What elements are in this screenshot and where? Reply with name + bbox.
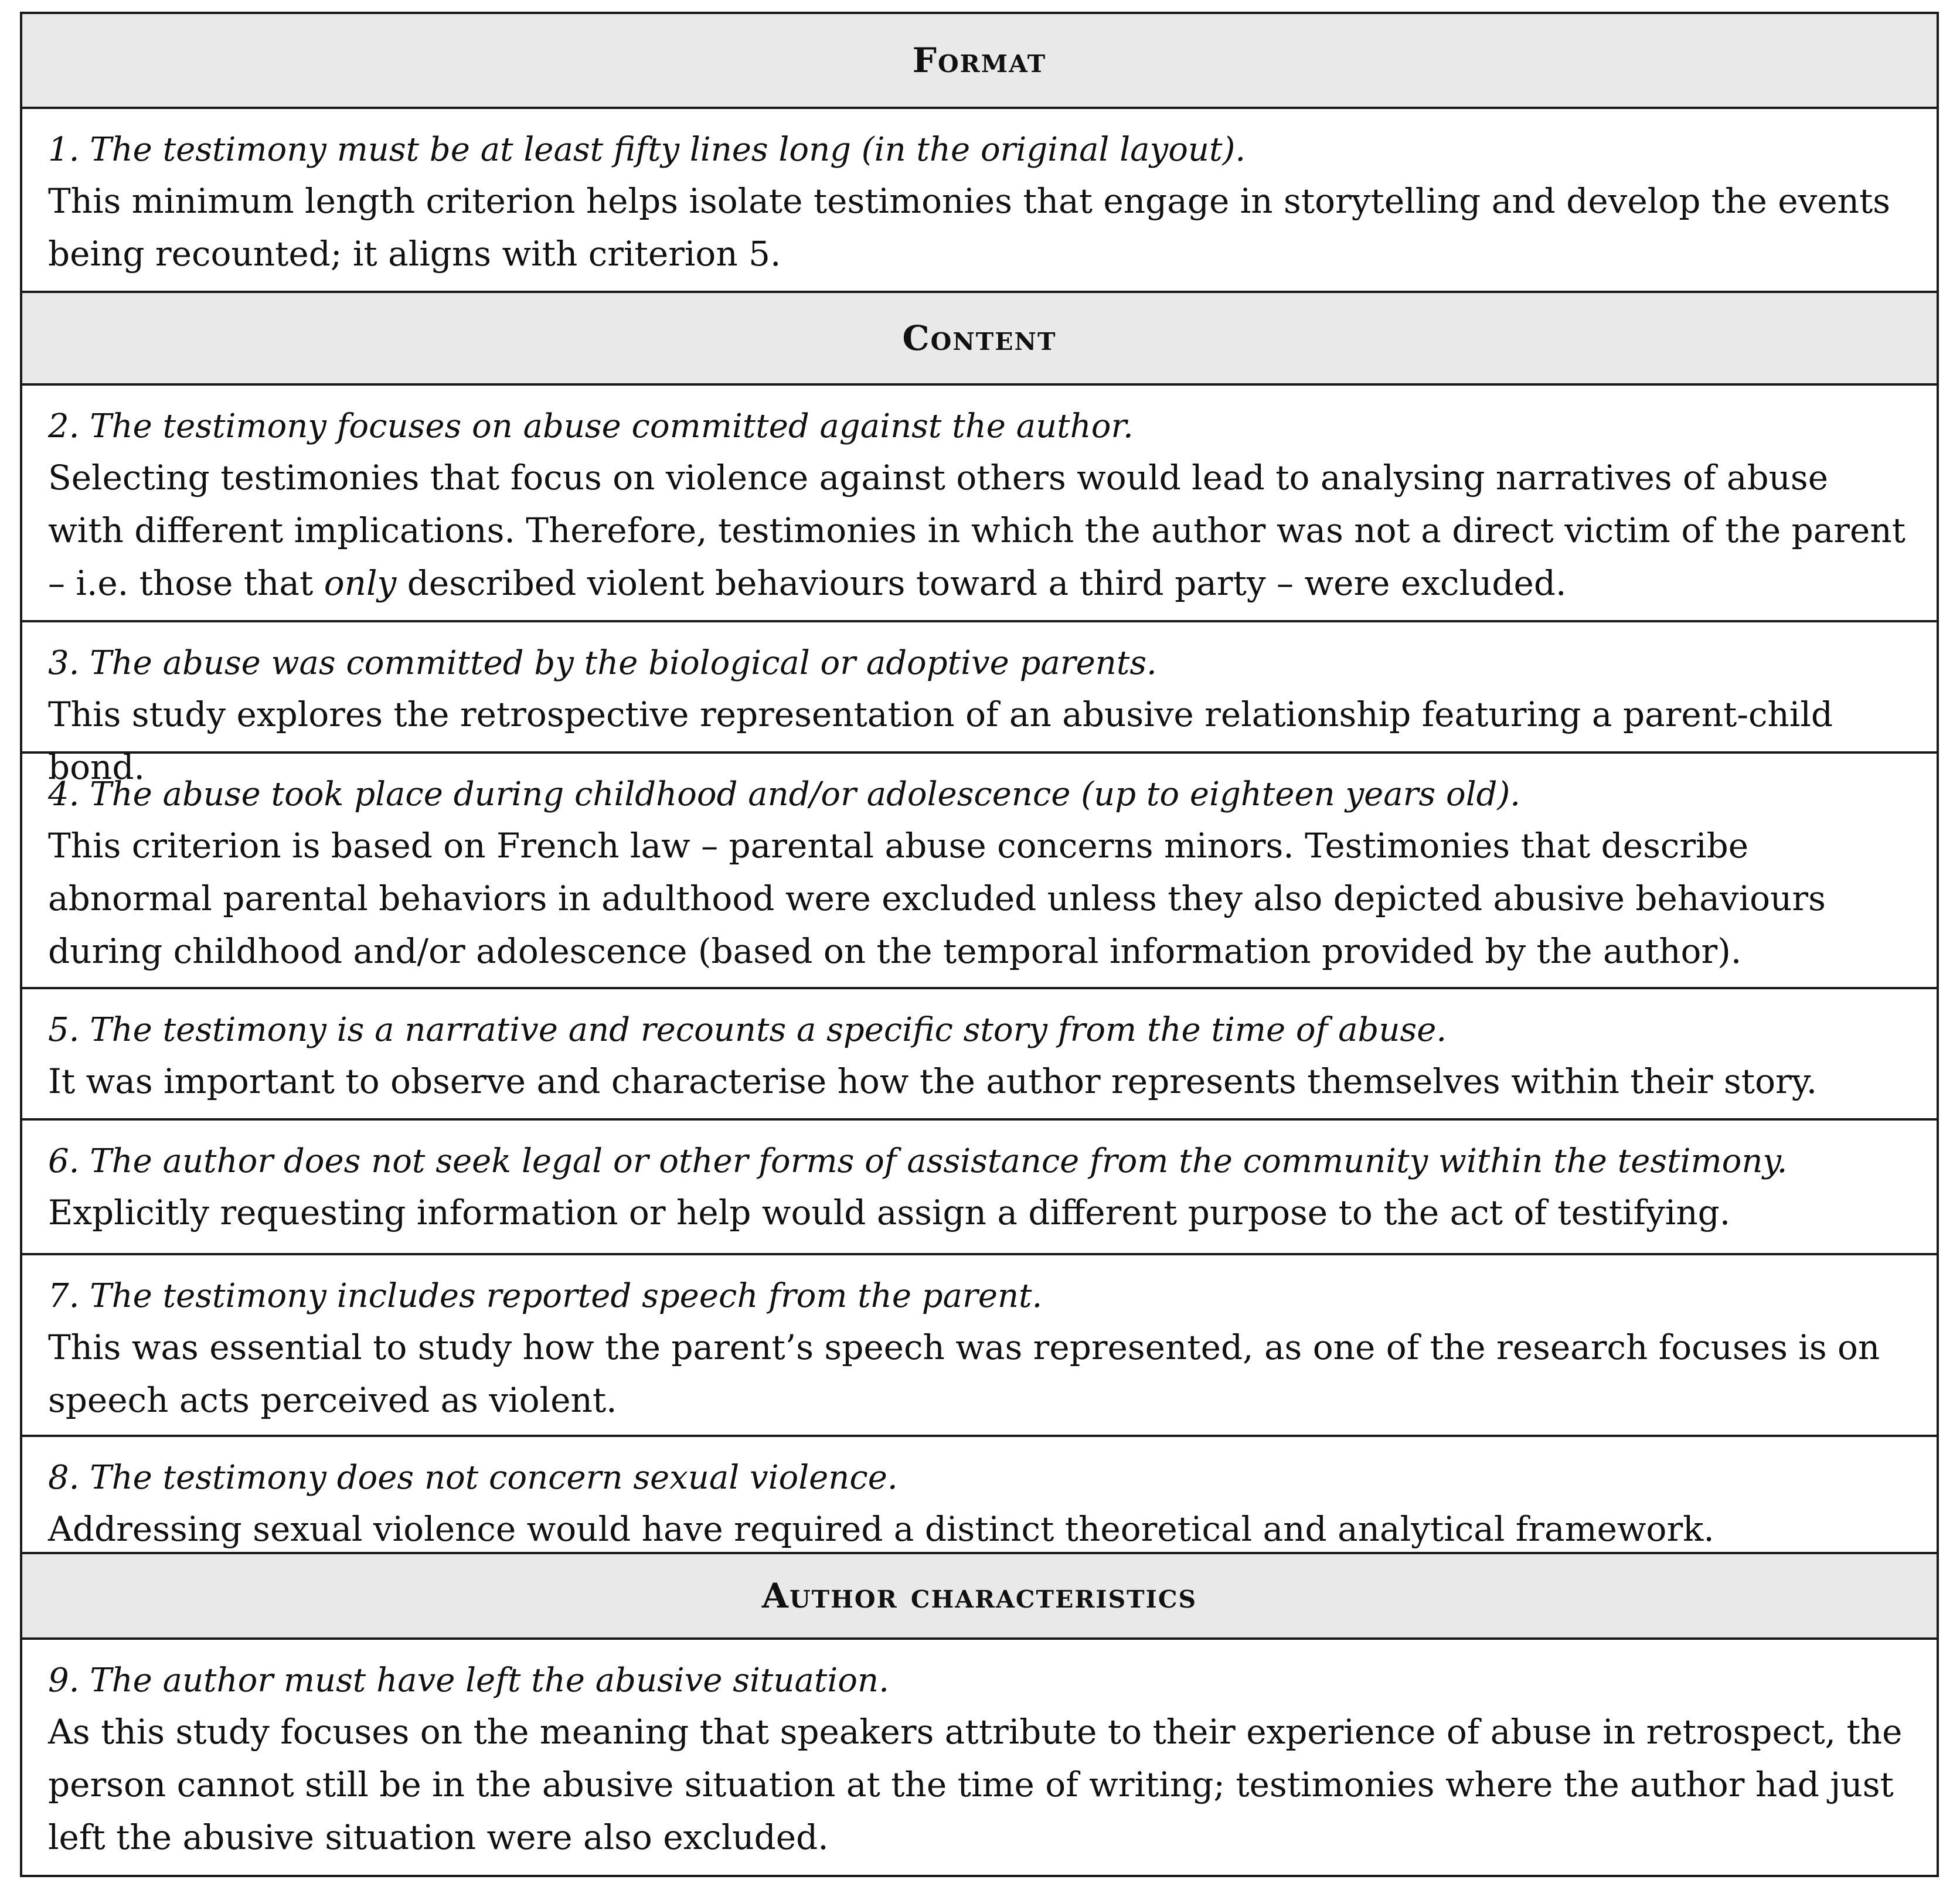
criterion-title: 6. The author does not seek legal or other forms of assistance from the community within the testimony. [48,1142,1788,1180]
section-header-content [22,291,1937,383]
description-emphasis: only [324,563,397,603]
criterion-description: This was essential to study how the parent’s speech was represented, as one of the research focuses is on speech acts perceived as violent. [48,1327,1880,1420]
criterion-description: As this study focuses on the meaning that speakers attribute to their experience of abuse in retrospect, the person cannot still be in the abusive situation at the time of writing; testimonies where the author had just left the abusive situation were also excluded. [48,1712,1903,1857]
section-header-format [22,14,1937,107]
criterion-description: It was important to observe and characterise how the author represents themselves within their story. [48,1061,1818,1101]
criterion-description: This study explores the retrospective representation of an abusive relationship featuring a parent-child bond. [48,694,1833,787]
criterion-9 [22,1637,1937,1875]
criterion-description [48,451,1911,609]
criterion-title: 5. The testimony is a narrative and recounts a specific story from the time of abuse. [48,1011,1447,1049]
criterion-description: This criterion is based on French law – parental abuse concerns minors. Testimonies that describe abnormal parental behaviors in adulthood were excluded unless they also depicted abusive behaviours during childhood and/or adolescence (based on the temporal information provided by the author). [48,826,1826,971]
criterion-title: 4. The abuse took place during childhood and/or adolescence (up to eighteen years old). [48,775,1521,813]
criterion-6 [22,1118,1937,1253]
criterion-5 [22,987,1937,1118]
criterion-description: Addressing sexual violence would have required a distinct theoretical and analytical framework. [48,1509,1714,1549]
criterion-title: 8. The testimony does not concern sexual violence. [48,1459,898,1497]
criterion-7 [22,1253,1937,1435]
section-header-author-characteristics [22,1552,1937,1637]
criterion-8 [22,1435,1937,1552]
criterion-description: This minimum length criterion helps isolate testimonies that engage in storytelling and develop the events being recounted; it aligns with criterion 5. [48,181,1891,274]
criterion-title: 2. The testimony focuses on abuse committed against the author. [48,407,1134,445]
section-header-label: Format [912,40,1047,80]
description-text-end: described violent behaviours toward a third party – were excluded. [396,563,1567,603]
criterion-2 [22,383,1937,620]
criterion-title: 3. The abuse was committed by the biological or adoptive parents. [48,644,1157,682]
criterion-4 [22,751,1937,987]
criterion-description: Explicitly requesting information or help would assign a different purpose to the act of testifying. [48,1193,1731,1232]
section-header-label: Author characteristics [761,1576,1197,1616]
criterion-title: 7. The testimony includes reported speech from the parent. [48,1277,1043,1315]
criterion-title: 9. The author must have left the abusive situation. [48,1661,889,1700]
criteria-table [20,12,1939,1877]
section-header-label: Content [902,318,1057,358]
criterion-title: 1. The testimony must be at least fifty lines long (in the original layout). [48,131,1246,169]
description-text-start: Selecting testimonies that focus on violence against others would lead to analysing narratives of abuse with different implications. Therefore, testimonies in which the author was not a direct victim of the parent – i.e. those that [48,458,1906,603]
criterion-3 [22,620,1937,787]
criterion-1 [22,107,1937,291]
